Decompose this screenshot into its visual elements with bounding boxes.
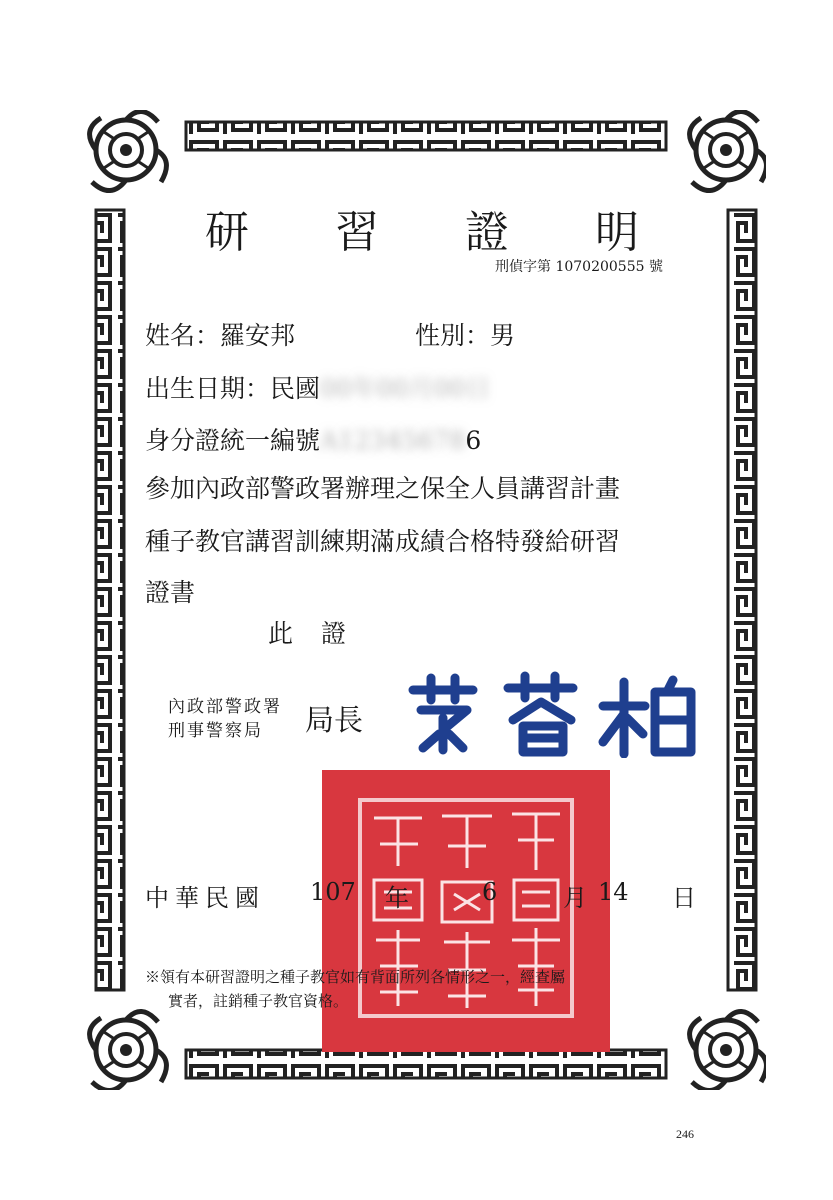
name-field: 姓名：羅安邦 (145, 321, 296, 350)
date-era: 中華民國 (145, 884, 265, 912)
title-char: 明 (595, 207, 639, 258)
id-number-tail: 6 (465, 426, 482, 455)
id-number-field (145, 421, 481, 457)
director-signature (403, 668, 703, 758)
date-day-unit: 日 (672, 884, 696, 912)
issuer-line: 刑事警察局 (168, 721, 263, 741)
id-number-redacted: A12345678 (320, 426, 466, 455)
date-day: 14 (598, 878, 629, 906)
gender-field: 性別：男 (415, 321, 516, 350)
date-month-unit: 月 (563, 884, 587, 912)
title-char: 習 (335, 207, 379, 258)
footnote-line: ※領有本研習證明之種子教官如有背面所列各情形之一，經查屬 (145, 968, 566, 986)
certify-text: 此 證 (268, 619, 356, 648)
issuer-line: 內政部警政署 (168, 697, 282, 717)
footnote-line: 實者，註銷種子教官資格。 (168, 992, 349, 1010)
title-char: 證 (465, 207, 509, 258)
body-line: 種子教官講習訓練期滿成績合格特發給研習 (145, 527, 621, 556)
issuing-agency (168, 695, 282, 743)
body-line: 參加內政部警政署辦理之保全人員講習計畫 (145, 474, 621, 503)
birth-date-field (145, 369, 490, 405)
issuer-title: 局長 (305, 703, 364, 737)
birth-date-label: 出生日期：民國 (145, 374, 321, 403)
id-number-label: 身分證統一編號 (145, 426, 321, 455)
date-year-unit: 年 (385, 884, 409, 912)
birth-date-redacted: 00年00月00日 (320, 374, 491, 403)
certificate-title (205, 196, 725, 260)
date-year: 107 (310, 878, 356, 906)
page-number: 246 (676, 1127, 694, 1141)
document-number: 刑偵字第 1070200555 號 (495, 259, 663, 275)
body-line: 證書 (145, 578, 196, 607)
date-month: 6 (482, 878, 498, 906)
title-char: 研 (205, 207, 249, 258)
